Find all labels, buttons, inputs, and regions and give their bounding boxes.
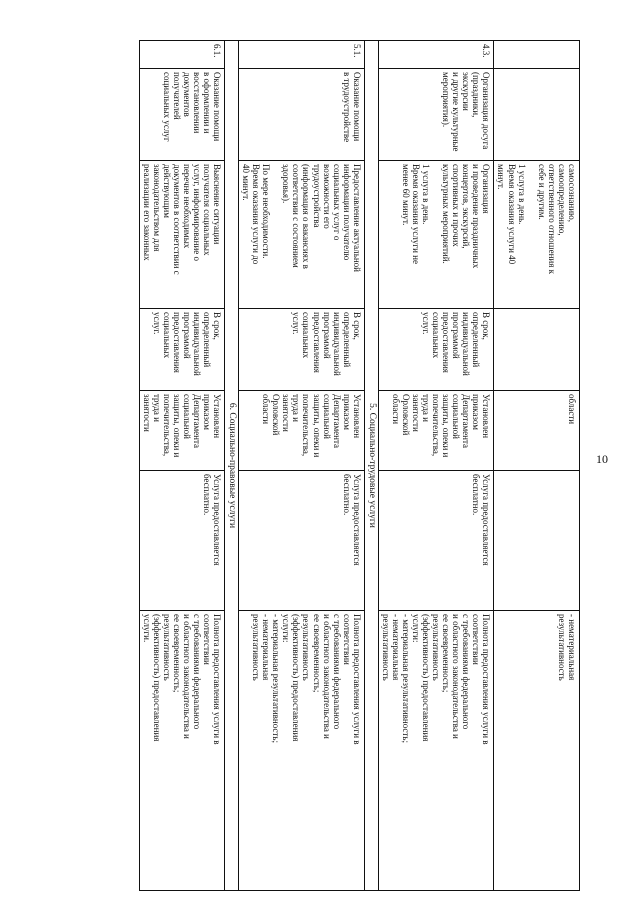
table-row-4-3 — [378, 41, 494, 891]
cell-name: Оказание помощи в трудоустройстве — [238, 69, 364, 161]
cell-number: 6.1. — [139, 41, 225, 69]
cell-name: Организация досуга (праздники, экскурсии и другие культурные мероприятия). — [378, 69, 494, 161]
cell-name — [494, 69, 580, 161]
cell-indicators: Полнота предоставления услуги в соответствии с требованиями федерального и областного законодательства и ее своевременность; результативность (эффективность) предоставления услуги. — [139, 611, 225, 891]
cell-term — [494, 309, 580, 391]
cell-conditions — [494, 471, 580, 611]
section-header-6 — [225, 41, 239, 891]
cell-number: 4.3. — [378, 41, 494, 69]
cell-term: В срок, определенный индивидуальной программой предоставления социальных услуг. — [378, 309, 494, 391]
cell-indicators: - нематериальная результативность — [494, 611, 580, 891]
cell-indicators: Полнота предоставления услуги в соответствии с требованиями федерального и областного законодательства и ее своевременность; результативность (эффективность) предоставления услуги: - материальная результативность; - нематериальная результативность — [238, 611, 364, 891]
cell-norm: Установлен приказом Департамента социальной защиты, опеки и попечительства, труда и занятости Орловской области — [238, 391, 364, 471]
cell-conditions: Услуга предоставляется бесплатно. — [378, 471, 494, 611]
cell-norm: Установлен приказом Департамента социальной защиты, опеки и попечительства, труда и занятости — [139, 391, 225, 471]
section-header-5 — [364, 41, 378, 891]
table-row-5-1 — [238, 41, 364, 891]
section-title: 6. Социально-правовые услуги — [225, 41, 239, 891]
cell-term: В срок, определенный индивидуальной программой предоставления социальных услуг. — [139, 309, 225, 391]
cell-name: Оказание помощи в оформлении и восстановлении документов получателей социальных услуг — [139, 69, 225, 161]
cell-number — [494, 41, 580, 69]
table-row-continuation — [494, 41, 580, 891]
table-row-6-1 — [139, 41, 225, 891]
cell-number: 5.1. — [238, 41, 364, 69]
cell-content: Предоставление актуальной информации получателю социальных услуг о возможности его трудоустройства (информация о вакансиях в соответствии с состоянием здоровья). По мере необходимости. Время оказания услуги до 40 минут. — [238, 161, 364, 309]
section-title: 5. Социально-трудовые услуги — [364, 41, 378, 891]
cell-content: Организация и проведение праздничных концертов, экскурсий, спортивных и прочих культурных мероприятий. 1 услуга в день. Время оказания услуги не менее 60 минут. — [378, 161, 494, 309]
cell-norm: области — [494, 391, 580, 471]
services-table — [139, 40, 580, 891]
page-number: 10 — [596, 452, 608, 466]
cell-content: Выяснение ситуации получателя социальных услуг, информирование о перечне необходимых документов в соответствии с действующим законодательством для реализации его законных — [139, 161, 225, 309]
cell-norm: Установлен приказом Департамента социальной защиты, опеки и попечительства, труда и занятости Орловской области — [378, 391, 494, 471]
rotated-table-container — [60, 40, 580, 890]
cell-term: В срок, определенный индивидуальной программой предоставления социальных услуг. — [238, 309, 364, 391]
cell-conditions: Услуга предоставляется бесплатно. — [238, 471, 364, 611]
cell-content: самосознанию, самоопределению, ответственного отношения к себе и другим. 1 услуга в день. Время оказания услуги 40 минут. — [494, 161, 580, 309]
cell-conditions: Услуга предоставляется бесплатно. — [139, 471, 225, 611]
cell-indicators: Полнота предоставления услуги в соответствии с требованиями федерального и областного законодательства и ее своевременность; результативность (эффективность) предоставления услуги: - материальная результативность; - нематериальная результативность — [378, 611, 494, 891]
